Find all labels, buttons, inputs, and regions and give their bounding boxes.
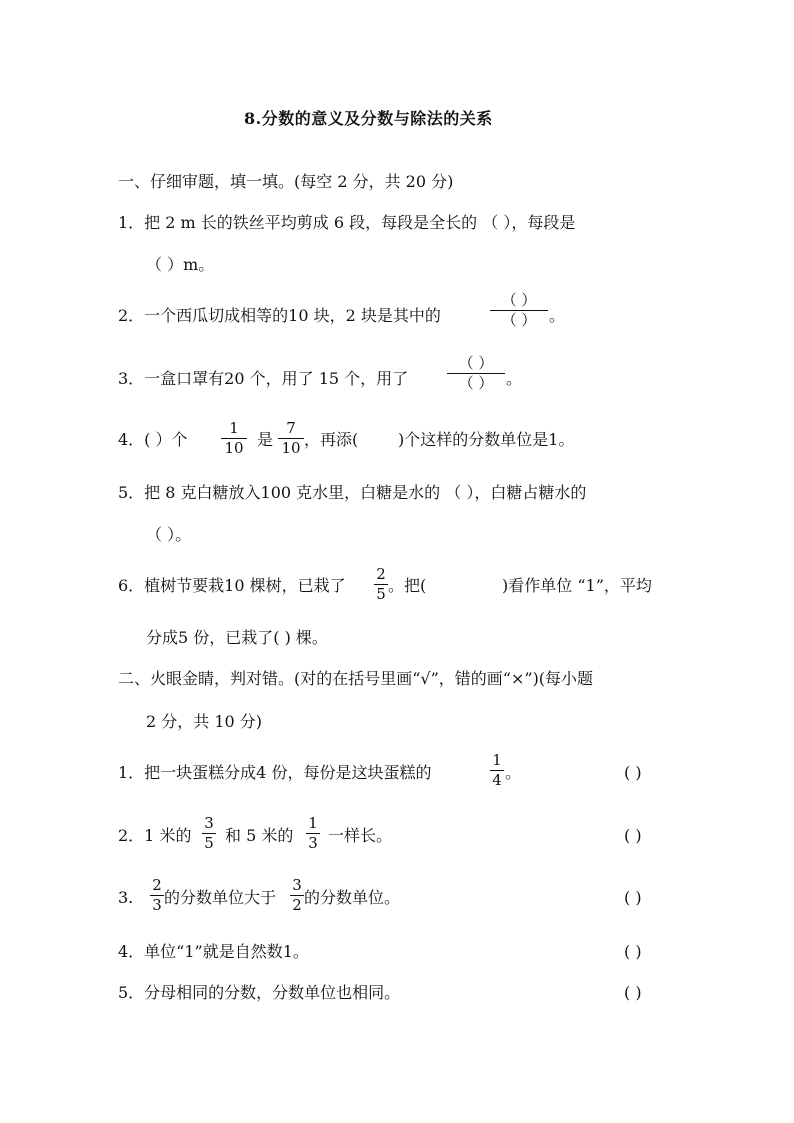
- fraction-denominator: 3: [308, 834, 318, 852]
- judge-2-answer-box[interactable]: ( ): [624, 826, 642, 845]
- judge-1-end: 。: [505, 763, 522, 782]
- fraction-numerator: 2: [152, 876, 162, 894]
- fraction-denominator: 4: [492, 771, 502, 789]
- fraction-1-3: [306, 815, 320, 852]
- fraction-3-5: [202, 815, 216, 852]
- question-5-line2: （ ）。: [146, 525, 192, 544]
- fraction-denominator: （ ）: [501, 311, 537, 329]
- judge-4: 4．单位“1”就是自然数1。: [118, 942, 309, 961]
- question-6-line2: 分成5 份，已栽了( ) 棵。: [146, 628, 328, 647]
- judge-3-part-c: 的分数单位。: [304, 888, 401, 907]
- fraction-denominator: 10: [281, 439, 301, 457]
- question-5-line1: 5．把 8 克白糖放入100 克水里，白糖是水的 （ ），白糖占糖水的: [118, 483, 587, 502]
- question-3-end: 。: [506, 369, 523, 388]
- judge-3-answer-box[interactable]: ( ): [624, 888, 642, 907]
- question-2: 2．一个西瓜切成相等的10 块，2 块是其中的: [118, 306, 441, 325]
- judge-5-answer-box[interactable]: ( ): [624, 983, 642, 1002]
- question-6-part-c: )看作单位 “1”，平均: [502, 576, 652, 595]
- fraction-3-2: [290, 877, 304, 914]
- judge-2-part-c: 一样长。: [328, 826, 393, 845]
- page-title: 8.分数的意义及分数与除法的关系: [244, 109, 493, 128]
- judge-2-part-b: 和 5 米的: [225, 826, 294, 845]
- judge-1-answer-box[interactable]: ( ): [624, 763, 642, 782]
- fraction-numerator: 3: [292, 876, 302, 894]
- question-4-part-b: 是: [257, 430, 274, 449]
- question-3-blank-fraction[interactable]: [447, 355, 505, 392]
- fraction-1-4: [490, 752, 504, 789]
- judge-3-part-a: 3.: [118, 888, 134, 907]
- fraction-numerator: （ ）: [501, 291, 537, 309]
- fraction-numerator: 1: [492, 751, 502, 769]
- fraction-denominator: （ ）: [458, 374, 494, 392]
- fraction-numerator: 7: [286, 419, 296, 437]
- fraction-numerator: 1: [308, 814, 318, 832]
- fraction-1-10: [221, 420, 247, 457]
- judge-4-answer-box[interactable]: ( ): [624, 942, 642, 961]
- fraction-denominator: 5: [204, 834, 214, 852]
- fraction-denominator: 3: [152, 896, 162, 914]
- fraction-7-10: [278, 420, 304, 457]
- question-1-line2: （ ）m。: [146, 255, 215, 274]
- question-4-part-d: )个这样的分数单位是1。: [398, 430, 575, 449]
- question-4-part-a: 4．( ）个: [118, 430, 188, 449]
- section2-heading-line2: 2 分，共 10 分): [146, 712, 263, 731]
- judge-1: 1．把一块蛋糕分成4 份，每份是这块蛋糕的: [118, 763, 432, 782]
- judge-5: 5．分母相同的分数，分数单位也相同。: [118, 983, 401, 1002]
- section2-heading-line1: 二、火眼金睛，判对错。(对的在括号里画“√”，错的画“×”)(每小题: [118, 669, 594, 688]
- fraction-denominator: 10: [224, 439, 244, 457]
- fraction-denominator: 2: [292, 896, 302, 914]
- judge-3-part-b: 的分数单位大于: [164, 888, 277, 907]
- fraction-denominator: 5: [376, 585, 386, 603]
- question-4-part-c: ，再添(: [304, 430, 359, 449]
- fraction-2-5: [374, 566, 388, 603]
- fraction-numerator: 1: [229, 419, 239, 437]
- fraction-numerator: 3: [204, 814, 214, 832]
- question-3: 3．一盒口罩有20 个，用了 15 个，用了: [118, 369, 409, 388]
- question-1-line1: 1．把 2 m 长的铁丝平均剪成 6 段，每段是全长的 （ ），每段是: [118, 213, 576, 232]
- question-2-blank-fraction[interactable]: [490, 292, 548, 329]
- section1-heading: 一、仔细审题，填一填。(每空 2 分，共 20 分): [118, 172, 454, 191]
- question-6-part-b: 。把(: [388, 576, 427, 595]
- judge-2-part-a: 2．1 米的: [118, 826, 192, 845]
- question-6-part-a: 6．植树节要栽10 棵树，已栽了: [118, 576, 346, 595]
- fraction-numerator: 2: [376, 565, 386, 583]
- fraction-2-3: [150, 877, 164, 914]
- fraction-numerator: （ ）: [458, 354, 494, 372]
- question-2-end: 。: [549, 306, 566, 325]
